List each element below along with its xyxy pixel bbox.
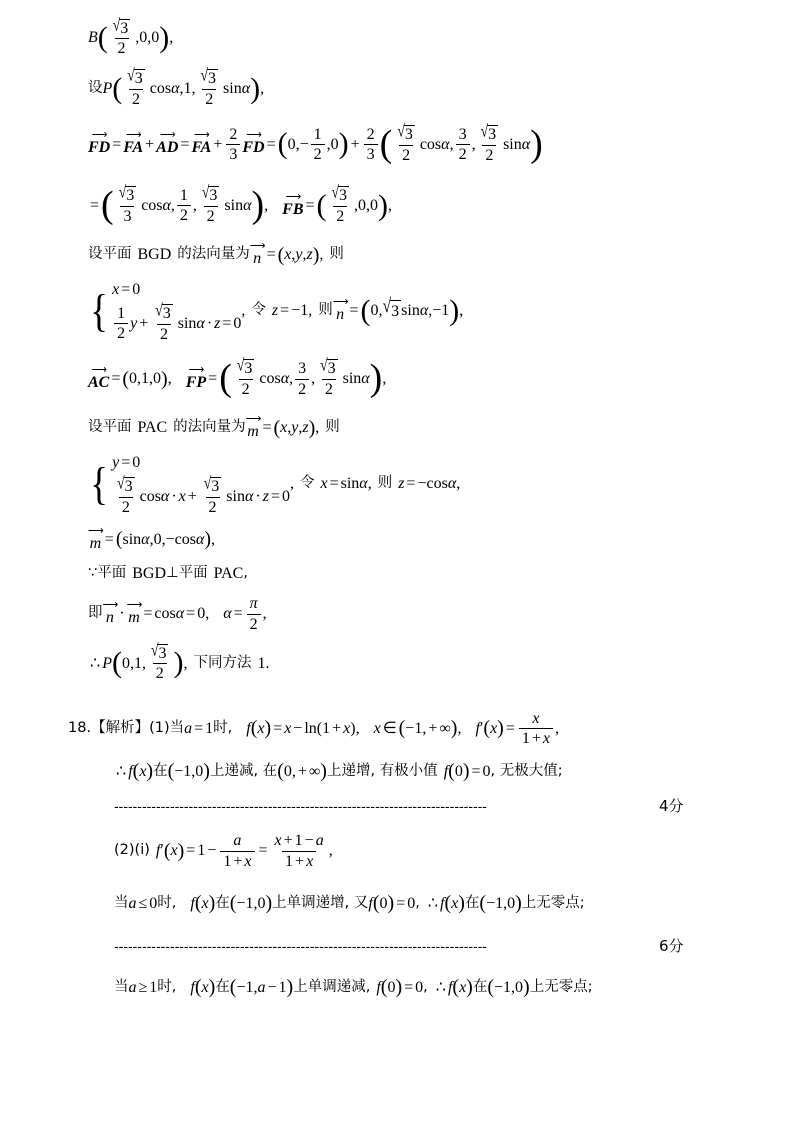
analysis-bracket-left: 【 xyxy=(91,720,106,737)
case-a-geq-1-line: 当 a ≥ 1 时, f ( x ) 在 ( −1, a − 1 ) 上单调递减, f ( 0 ) = 0 , ∴ f ( x ) 在 ( −1,0 ) 上无零点; xyxy=(114,976,593,999)
score-value-6: 6分 xyxy=(659,937,684,956)
case-a-leq-0-line: 当 a ≤ 0 时, f ( x ) 在 ( −1,0 ) 上单调递增, 又 f ( 0 ) = 0 , ∴ f ( x ) 在 ( −1,0 ) 上无零点; xyxy=(114,892,585,915)
equation-line-fd-vector: ⟶ FD = ⟶ FA + ⟶ AD = ⟶ FA + $\frac{2}{3}$ ⟶ FD = ( 0,− $\frac{1}{2}$ ,0 ) + $\frac{2}{3}$ ( √ 3 2 cos α , $\frac{3}{2}$ , √ 3 2 sin α ) xyxy=(88,121,543,165)
score-value-4: 4分 xyxy=(659,796,684,815)
equation-line-fd-result: = ( √ 3 3 cos α , $\frac{1}{2}$ , √ 3 2 sin α ) , ⟶ FB = ( √ 3 2 ,0,0 ) , xyxy=(90,182,393,227)
part2i-line: (2)(i) f ′ ( x ) = 1 − $\frac{a}{1 + x}$ = $\frac{x + 1 - a}{1 + x}$ , xyxy=(114,831,333,870)
score-dashes-4: -------------------------------------------------------------------------------- xyxy=(114,797,487,814)
equation-line-ac-fp: ⟶ AC = ( 0,1,0 ) , ⟶ FP = ( √ 3 2 cos α , $\frac{3}{2}$ , √ 3 2 sin α ) , xyxy=(88,355,387,400)
part1-conclusion-line: ∴ f ( x ) 在 ( −1,0 ) 上递减, 在 ( 0, + ∞ ) 上递增, 有极小值 f ( 0 ) = 0 , 无极大值; xyxy=(116,759,563,782)
score-line-6 xyxy=(114,935,748,956)
equation-line-b-point: B ( √ 3 2 ,0,0 ) , xyxy=(88,15,174,58)
solution-body xyxy=(68,15,748,1011)
equation-line-p-point: 设 P ( √ 3 2 cos α ,1, √ 3 2 sin α ) , xyxy=(88,65,265,108)
problem-18-header-line: 18. 【 解析 】 (1) 当 a = 1 时, f ( x ) = x − ln(1 + x ) , x ∈ ( −1, + ∞ ) , f ′ ( x ) = $\frac{x}{1 + x}$ , xyxy=(68,709,560,748)
equation-line-m-result: ⟶ m = ( sin α ,0,− cos α ) , xyxy=(88,524,215,552)
score-line-4 xyxy=(114,795,748,816)
problem-18-block xyxy=(68,709,748,1001)
part2i-marker: (2)(i) xyxy=(114,842,150,859)
part1-marker: (1) xyxy=(149,720,170,737)
analysis-bracket-right: 】 xyxy=(134,720,150,737)
dot-product-line: 即 ⟶ n · ⟶ m = cos α = 0 , α = $\frac{\pi}{2}$ , xyxy=(88,595,267,633)
normal-vector-pac-statement: 设平面 PAC 的法向量为 ⟶ m = ( x , y , z ) , 则 xyxy=(88,412,340,440)
score-dashes-6: -------------------------------------------------------------------------------- xyxy=(114,938,487,955)
equation-system-bgd: { x = 0 $\frac{1}{2}$ y + √ 3 2 sin α · z = 0 , 令 z = −1 , 则 ⟶ n = ( 0, √ 3 sin α ,−1 ) , xyxy=(90,280,464,343)
equation-system-pac: { y = 0 √ 3 2 cos α · x + √ 3 2 sin α · z = 0 , 令 x = sin α , 则 z = − cos α , xyxy=(90,453,461,516)
perpendicular-statement: ∵平面 BGD ⊥平面 PAC , xyxy=(88,565,248,583)
conclusion-p-point: ∴ P ( 0,1, √ 3 2 ) , 下同方法 1. xyxy=(90,640,270,683)
analysis-label: 解析 xyxy=(105,720,135,737)
problem-number: 18. xyxy=(68,720,92,737)
normal-vector-bgd-statement: 设平面 BGD 的法向量为 ⟶ n = ( x , y , z ) , 则 xyxy=(88,239,344,267)
